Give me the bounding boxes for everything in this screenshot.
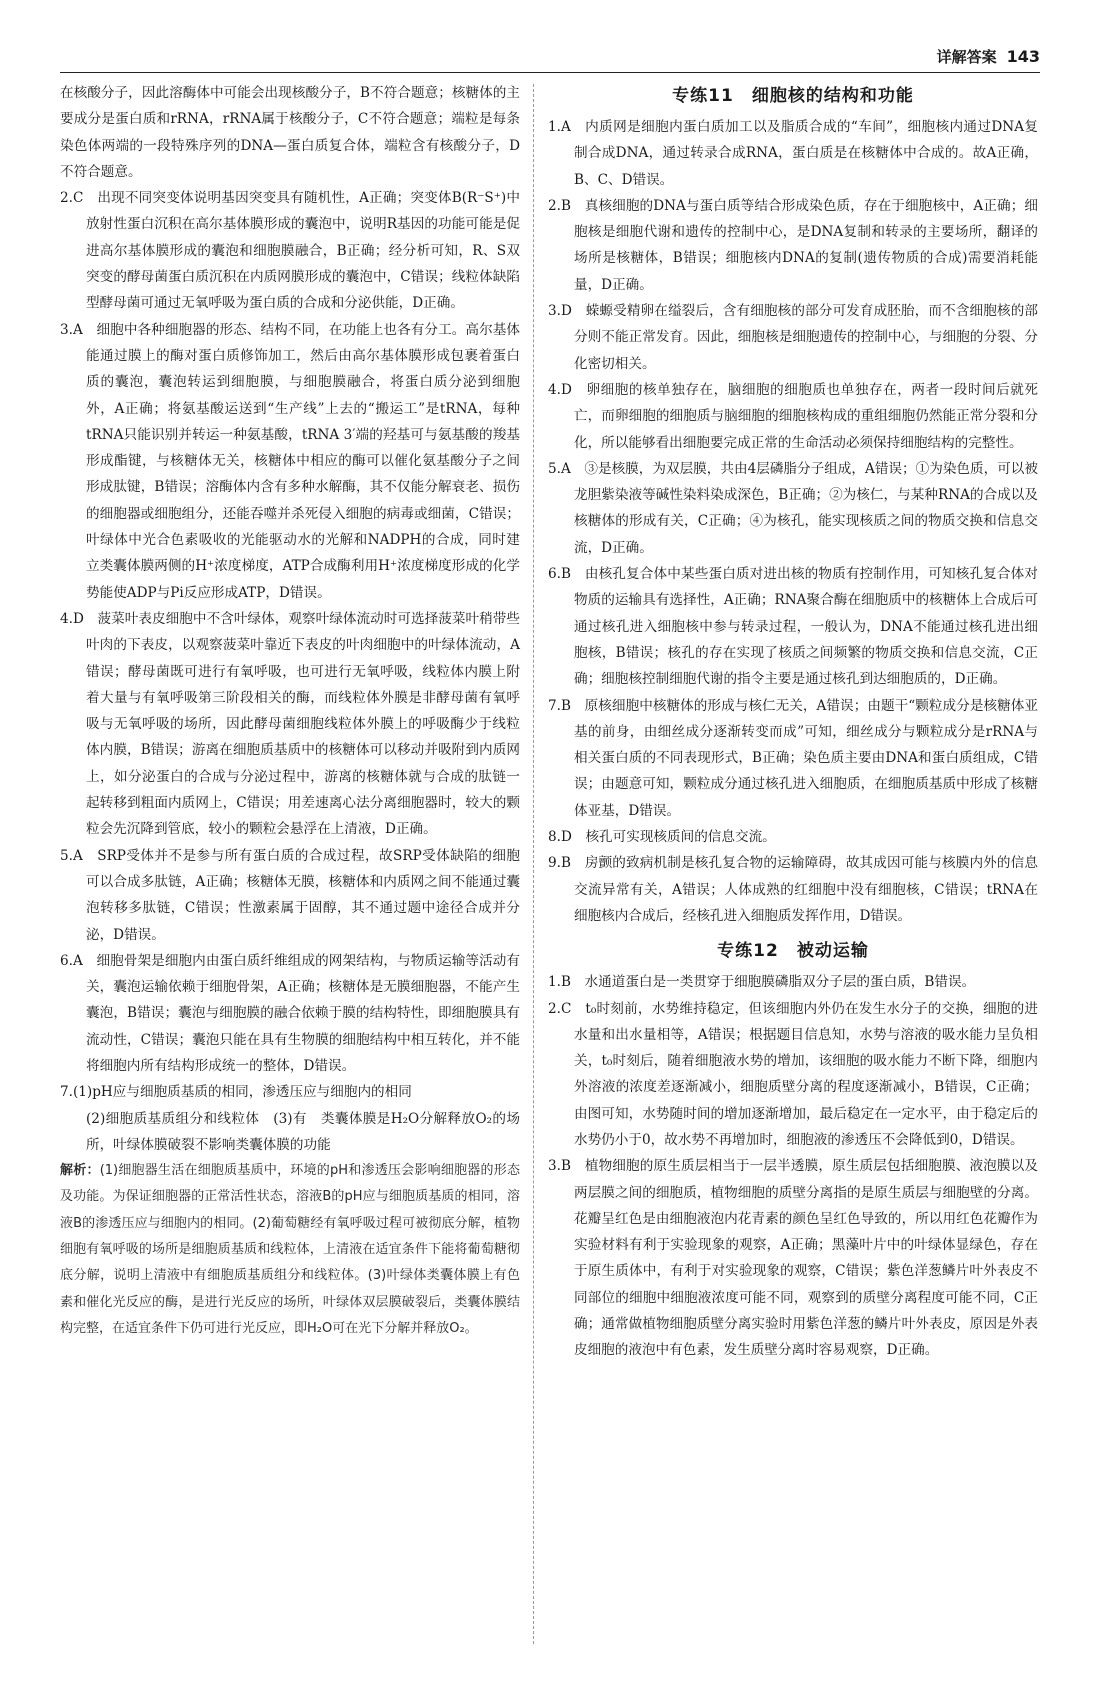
explanation-text: (1)细胞器生活在细胞质基质中，环境的pH和渗透压会影响细胞器的形态及功能。为保证细胞器的正常活性状态，溶液B的pH应与细胞质基质的相同，溶液B的渗透压应与细胞内的相同。(2)葡萄糖经有氧呼吸过程可被彻底分解，植物细胞有氧呼吸的场所是细胞质基质和线粒体，上清液在适宜条件下能将葡萄糖彻底分解，说明上清液中有细胞质基质组分和线粒体。(3)叶绿体类囊体膜上有色素和催化光反应的酶，是进行光反应的场所，叶绿体双层膜破裂后，类囊体膜结构完整，在适宜条件下仍可进行光反应，即H₂O可在光下分解并释放O₂。 — [60, 1163, 520, 1336]
answer-text: 2.C t₀时刻前，水势维持稳定，但该细胞内外仍在发生水分子的交换，细胞的进水量和出水量相等，A错误；根据题目信息知，水势与溶液的吸水能力呈负相关，t₀时刻后，随着细胞液水势的增加，该细胞的吸水能力不断下降，细胞内外溶液的浓度差逐渐减小，细胞质壁分离的程度逐渐减小，B错误，C正确；由图可知，水势随时间的增加逐渐增加，最后稳定在一定水平，由于稳定后的水势仍小于0，故水势不再增加时，细胞液的渗透压不会降低到0，D错误。 — [548, 1000, 1038, 1148]
explanation-label: 解析： — [60, 1163, 100, 1179]
answer-text: 9.B 房颤的致病机制是核孔复合物的运输障碍，故其成因可能与核膜内外的信息交流异常有关，A错误；人体成熟的红细胞中没有细胞核，C错误；tRNA在细胞核内合成后，经核孔进入细胞质发挥作用，D错误。 — [548, 855, 1038, 924]
header-title: 详解答案 — [936, 48, 997, 66]
left-column — [60, 80, 520, 1342]
header-right — [937, 46, 1040, 67]
explanation — [60, 1158, 520, 1342]
answer-item — [548, 114, 1038, 193]
answer-text: 5.A SRP受体并不是参与所有蛋白质的合成过程，故SRP受体缺陷的细胞可以合成多肽链，A正确；核糖体无膜，核糖体和内质网之间不能通过囊泡转移多肽链，C错误；性激素属于固醇，其不通过题中途径合成并分泌，D错误。 — [60, 847, 520, 943]
answer-item — [60, 948, 520, 1079]
answer-item — [548, 561, 1038, 692]
answer-text: 2.C 出现不同突变体说明基因突变具有随机性，A正确；突变体B(R⁻S⁺)中放射性蛋白沉积在高尔基体膜形成的囊泡中，说明R基因的功能可能是促进高尔基体膜形成的囊泡和细胞膜融合，B正确；经分析可知，R、S双突变的酵母菌蛋白质沉积在内质网膜形成的囊泡中，C错误；线粒体缺陷型酵母菌可通过无氧呼吸为蛋白质的合成和分泌供能，D正确。 — [60, 190, 520, 312]
header-rule — [60, 72, 1040, 73]
answer-text: 6.B 由核孔复合体中某些蛋白质对进出核的物质有控制作用，可知核孔复合体对物质的运输具有选择性，A正确；RNA聚合酶在细胞质中的核糖体上合成后可通过核孔进入细胞核中参与转录过程，一般认为，DNA不能通过核孔进出细胞核，B错误；核孔的存在实现了核质之间频繁的物质交换和信息交流，C正确；细胞核控制细胞代谢的指令主要是通过核孔到达细胞质的，D正确。 — [548, 566, 1038, 688]
answer-item — [548, 298, 1038, 377]
answer-item — [548, 377, 1038, 456]
answer-text: 3.B 植物细胞的原生质层相当于一层半透膜，原生质层包括细胞膜、液泡膜以及两层膜之间的细胞质，植物细胞的质壁分离指的是原生质层与细胞壁的分离。花瓣呈红色是由细胞液泡内花青素的颜色呈红色导致的，所以用红色花瓣作为实验材料有利于实验现象的观察，A正确；黑藻叶片中的叶绿体显绿色，存在于原生质体中，有利于对实验现象的观察，C错误；紫色洋葱鳞片叶外表皮不同部位的细胞中细胞液浓度可能不同，观察到的质壁分离程度可能不同，C正确；通常做植物细胞质壁分离实验时用紫色洋葱的鳞片叶外表皮，原因是外表皮细胞的液泡中有色素，发生质壁分离时容易观察，D正确。 — [548, 1158, 1038, 1359]
answer-item-7 — [60, 1079, 520, 1158]
answer-text: 3.D 蝾螈受精卵在缢裂后，含有细胞核的部分可发育成胚胎，而不含细胞核的部分则不能正常发育。因此，细胞核是细胞遗传的控制中心，与细胞的分裂、分化密切相关。 — [548, 303, 1038, 372]
answer-7-line1: 7.(1)pH应与细胞质基质的相同，渗透压应与细胞内的相同 — [60, 1084, 412, 1101]
answer-item — [548, 193, 1038, 298]
answer-text: 4.D 卵细胞的核单独存在，脑细胞的细胞质也单独存在，两者一段时间后就死亡，而卵细胞的细胞质与脑细胞的细胞核构成的重组细胞仍然能正常分裂和分化，所以能够看出细胞要完成正常的生命活动必须保持细胞结构的完整性。 — [548, 381, 1038, 451]
answer-item — [548, 850, 1038, 929]
answer-item — [548, 693, 1038, 824]
answer-item — [60, 606, 520, 843]
answer-7-line2: (2)细胞质基质组分和线粒体 (3)有 类囊体膜是H₂O分解释放O₂的场所，叶绿体膜破裂不影响类囊体膜的功能 — [86, 1110, 520, 1153]
section-12-title: 专练12 被动运输 — [717, 941, 869, 962]
answer-text: 1.A 内质网是细胞内蛋白质加工以及脂质合成的“车间”，细胞核内通过DNA复制合成DNA，通过转录合成RNA，蛋白质是在核糖体中合成的。故A正确，B、C、D错误。 — [548, 119, 1038, 188]
answer-item — [548, 824, 1038, 850]
answer-item — [60, 843, 520, 948]
answer-text: 2.B 真核细胞的DNA与蛋白质等结合形成染色质，存在于细胞核中，A正确；细胞核是细胞代谢和遗传的控制中心，是DNA复制和转录的主要场所，翻译的场所是核糖体，B错误；细胞核内DNA的复制(遗传物质的合成)需要消耗能量，D正确。 — [548, 197, 1038, 293]
continued-text: 在核酸分子，因此溶酶体中可能会出现核酸分子，B不符合题意；核糖体的主要成分是蛋白质和rRNA，rRNA属于核酸分子，C不符合题意；端粒是每条染色体两端的一段特殊序列的DNA—蛋白质复合体，端粒含有核酸分子，D不符合题意。 — [60, 85, 520, 180]
answer-item — [60, 185, 520, 316]
column-divider — [533, 84, 534, 1644]
answer-item — [548, 996, 1038, 1154]
section-11-title: 专练11 细胞核的结构和功能 — [672, 86, 914, 106]
answer-item — [548, 969, 1038, 995]
answer-text: 1.B 水通道蛋白是一类贯穿于细胞膜磷脂双分子层的蛋白质，B错误。 — [548, 974, 976, 991]
continued-answer — [60, 80, 520, 185]
answer-item — [548, 456, 1038, 561]
answer-item — [60, 317, 520, 606]
answer-text: 3.A 细胞中各种细胞器的形态、结构不同，在功能上也各有分工。高尔基体能通过膜上的酶对蛋白质修饰加工，然后由高尔基体膜形成包裹着蛋白质的囊泡，囊泡转运到细胞膜，与细胞膜融合，将蛋白质分泌到细胞外，A正确；将氨基酸运送到“生产线”上去的“搬运工”是tRNA，每种tRNA只能识别并转运一种氨基酸，tRNA 3′端的羟基可与氨基酸的羧基形成酯键，与核糖体无关，核糖体中相应的酶可以催化氨基酸分子之间形成肽键，B错误；溶酶体内含有多种水解酶，其不仅能分解衰老、损伤的细胞器或细胞组分，还能吞噬并杀死侵入细胞的病毒或细菌，C错误；叶绿体中光合色素吸收的光能驱动水的光解和NADPH的合成，同时建立类囊体膜两侧的H⁺浓度梯度，ATP合成酶利用H⁺浓度梯度形成的化学势能使ADP与Pi反应形成ATP，D错误。 — [60, 321, 520, 601]
page-number: 143 — [1006, 47, 1040, 66]
page-header — [60, 46, 1040, 70]
answer-text: 8.D 核孔可实现核质间的信息交流。 — [548, 829, 776, 846]
answer-text: 5.A ③是核膜，为双层膜，共由4层磷脂分子组成，A错误；①为染色质，可以被龙胆紫染液等碱性染料染成深色，B正确；②为核仁，与某种RNA的合成以及核糖体的形成有关，C正确；④为核孔，能实现核质之间的物质交换和信息交流，D正确。 — [548, 460, 1038, 556]
right-column — [548, 80, 1038, 1364]
answer-item — [548, 1153, 1038, 1363]
answer-text: 7.B 原核细胞中核糖体的形成与核仁无关，A错误；由题干“颗粒成分是核糖体亚基的前身，由细丝成分逐渐转变而成”可知，细丝成分与颗粒成分是rRNA与相关蛋白质的不同表现形式，B正确；染色质主要由DNA和蛋白质组成，C错误；由题意可知，颗粒成分通过核孔进入细胞质，在细胞质基质中形成了核糖体亚基，D错误。 — [548, 697, 1038, 819]
answer-text: 4.D 菠菜叶表皮细胞中不含叶绿体，观察叶绿体流动时可选择菠菜叶稍带些叶肉的下表皮，以观察菠菜叶靠近下表皮的叶肉细胞中的叶绿体流动，A错误；酵母菌既可进行有氧呼吸，也可进行无氧呼吸，线粒体内膜上附着大量与有氧呼吸第三阶段相关的酶，而线粒体外膜是非酵母菌有氧呼吸与无氧呼吸的场所，因此酵母菌细胞线粒体外膜上的呼吸酶少于线粒体内膜，B错误；游离在细胞质基质中的核糖体可以移动并吸附到内质网上，如分泌蛋白的合成与分泌过程中，游离的核糖体就与合成的肽链一起转移到粗面内质网上，C错误；用差速离心法分离细胞器时，较大的颗粒会先沉降到管底，较小的颗粒会悬浮在上清液，D正确。 — [60, 610, 520, 838]
answer-text: 6.A 细胞骨架是细胞内由蛋白质纤维组成的网架结构，与物质运输等活动有关，囊泡运输依赖于细胞骨架，A正确；核糖体是无膜细胞器，不能产生囊泡，B错误；囊泡与细胞膜的融合依赖于膜的结构特性，即细胞膜具有流动性，C错误；囊泡只能在具有生物膜的细胞结构中相互转化，并不能将细胞内所有结构形成统一的整体，D错误。 — [60, 952, 520, 1074]
